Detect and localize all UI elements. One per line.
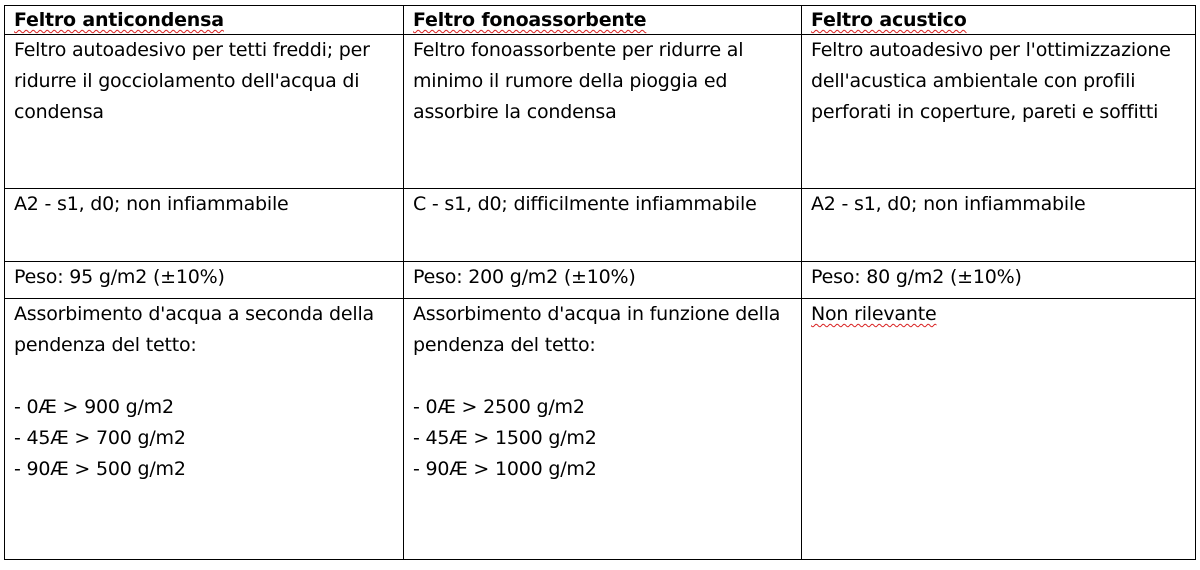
fire-class-acustico: A2 - s1, d0; non infiammabile [802,189,1196,262]
comparison-table [4,5,1196,560]
description-anticondensa: Feltro autoadesivo per tetti freddi; per ridurre il gocciolamento dell'acqua di condensa [5,35,404,189]
absorption-intro-anticondensa: Assorbimento d'acqua a seconda della pendenza del tetto: [14,303,374,356]
fire-class-anticondensa: A2 - s1, d0; non infiammabile [5,189,404,262]
header-row [5,6,1196,35]
description-fonoassorbente: Feltro fonoassorbente per ridurre al minimo il rumore della pioggia ed assorbire la condensa [404,35,802,189]
weight-fonoassorbente: Peso: 200 g/m2 (±10%) [404,262,802,299]
header-cell-acustico [802,6,1196,35]
weight-acustico: Peso: 80 g/m2 (±10%) [802,262,1196,299]
absorption-value-90deg: - 90Æ > 500 g/m2 [14,458,186,480]
absorption-not-relevant: Non rilevante [811,303,937,325]
absorption-value-45deg: - 45Æ > 1500 g/m2 [413,427,597,449]
absorption-value-90deg: - 90Æ > 1000 g/m2 [413,458,597,480]
fire-class-row [5,189,1196,262]
absorption-anticondensa [5,299,404,560]
absorption-value-0deg: - 0Æ > 900 g/m2 [14,396,174,418]
header-anticondensa: Feltro anticondensa [14,9,224,31]
absorption-fonoassorbente [404,299,802,560]
absorption-value-45deg: - 45Æ > 700 g/m2 [14,427,186,449]
header-fonoassorbente: Feltro fonoassorbente [413,9,647,31]
header-cell-anticondensa [5,6,404,35]
description-row [5,35,1196,189]
fire-class-fonoassorbente: C - s1, d0; difficilmente infiammabile [404,189,802,262]
header-cell-fonoassorbente [404,6,802,35]
absorption-row [5,299,1196,560]
absorption-acustico [802,299,1196,560]
absorption-value-0deg: - 0Æ > 2500 g/m2 [413,396,585,418]
weight-anticondensa: Peso: 95 g/m2 (±10%) [5,262,404,299]
description-acustico: Feltro autoadesivo per l'ottimizzazione dell'acustica ambientale con profili perforati in coperture, pareti e soffitti [802,35,1196,189]
weight-row [5,262,1196,299]
absorption-intro-fonoassorbente: Assorbimento d'acqua in funzione della pendenza del tetto: [413,303,781,356]
header-acustico: Feltro acustico [811,9,967,31]
